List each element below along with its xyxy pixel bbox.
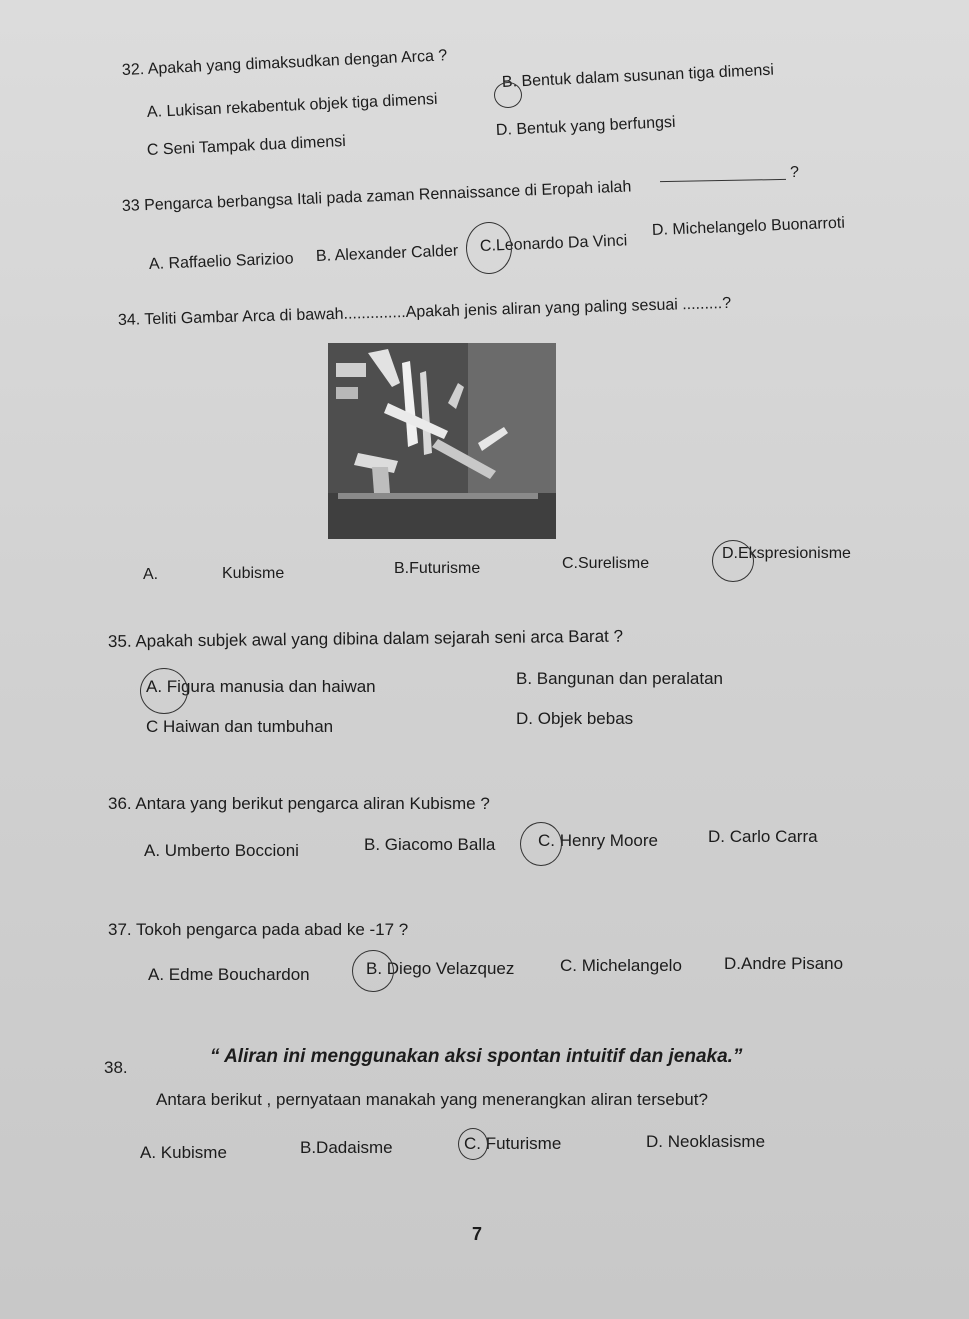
q35-option-b: B. Bangunan dan peralatan (516, 669, 724, 688)
q36-question: 36. Antara yang berikut pengarca aliran Kubisme ? (108, 794, 490, 813)
q38-number: 38. (104, 1058, 128, 1077)
q36-option-d: D. Carlo Carra (708, 827, 818, 846)
q35-option-a: A. Figura manusia dan haiwan (146, 677, 376, 696)
q33-question-mark: ? (790, 164, 799, 181)
answer-circle-mark (352, 950, 394, 992)
q34-option-b: B.Futurisme (394, 560, 481, 577)
q38-quote: “ Aliran ini menggunakan aksi spontan intuitif dan jenaka.” (210, 1046, 743, 1067)
q38-question: Antara berikut , pernyataan manakah yang menerangkan aliran tersebut? (156, 1090, 708, 1109)
q32-option-d: D. Bentuk yang berfungsi (495, 113, 676, 139)
q34-option-a-letter: A. (143, 566, 159, 583)
q34-question: 34. Teliti Gambar Arca di bawah..............Apakah jenis aliran yang paling sesuai .........? (117, 294, 732, 329)
q35-option-d: D. Objek bebas (516, 709, 634, 728)
answer-circle-mark (520, 822, 562, 866)
answer-circle-mark (458, 1128, 488, 1160)
q37-option-d: D.Andre Pisano (724, 954, 844, 973)
q35-question: 35. Apakah subjek awal yang dibina dalam sejarah seni arca Barat ? (107, 626, 624, 651)
answer-blank-line (660, 179, 786, 182)
sculpture-image (328, 343, 556, 539)
q33-question: 33 Pengarca berbangsa Itali pada zaman Rennaissance di Eropah ialah (121, 178, 632, 215)
q38-option-b: B.Dadaisme (300, 1138, 393, 1157)
q37-option-b: B. Diego Velazquez (366, 959, 515, 978)
answer-circle-mark (140, 668, 188, 714)
q36-option-c: C. Henry Moore (538, 831, 658, 850)
q37-option-a: A. Edme Bouchardon (148, 965, 310, 984)
answer-circle-mark (494, 82, 522, 108)
q33-option-a: A. Raffaelio Sarizioo (148, 250, 294, 273)
q32-option-a: A. Lukisan rekabentuk objek tiga dimensi (146, 90, 438, 121)
page-number: 7 (472, 1224, 483, 1244)
q34-option-a: Kubisme (222, 565, 285, 582)
q33-option-d: D. Michelangelo Buonarroti (651, 214, 846, 239)
q37-question: 37. Tokoh pengarca pada abad ke -17 ? (108, 920, 409, 939)
q37-option-c: C. Michelangelo (560, 956, 682, 975)
q35-option-c: C Haiwan dan tumbuhan (146, 717, 334, 736)
q34-option-c: C.Surelisme (562, 555, 650, 572)
q33-option-b: B. Alexander Calder (315, 242, 459, 265)
q34-option-d: D.Ekspresionisme (722, 545, 851, 562)
answer-circle-mark (712, 540, 754, 582)
q38-option-d: D. Neoklasisme (646, 1132, 766, 1151)
q32-question: 32. Apakah yang dimaksudkan dengan Arca ? (121, 47, 448, 79)
q36-option-b: B. Giacomo Balla (364, 835, 496, 854)
q32-option-c: C Seni Tampak dua dimensi (146, 132, 347, 159)
q33-option-c: C.Leonardo Da Vinci (479, 232, 628, 255)
q36-option-a: A. Umberto Boccioni (144, 841, 299, 860)
sculpture-photo (328, 343, 556, 539)
q38-option-c: C. Futurisme (464, 1134, 562, 1153)
answer-circle-mark (466, 222, 512, 274)
q38-option-a: A. Kubisme (140, 1143, 227, 1162)
q32-option-b: B. Bentuk dalam susunan tiga dimensi (501, 61, 775, 91)
